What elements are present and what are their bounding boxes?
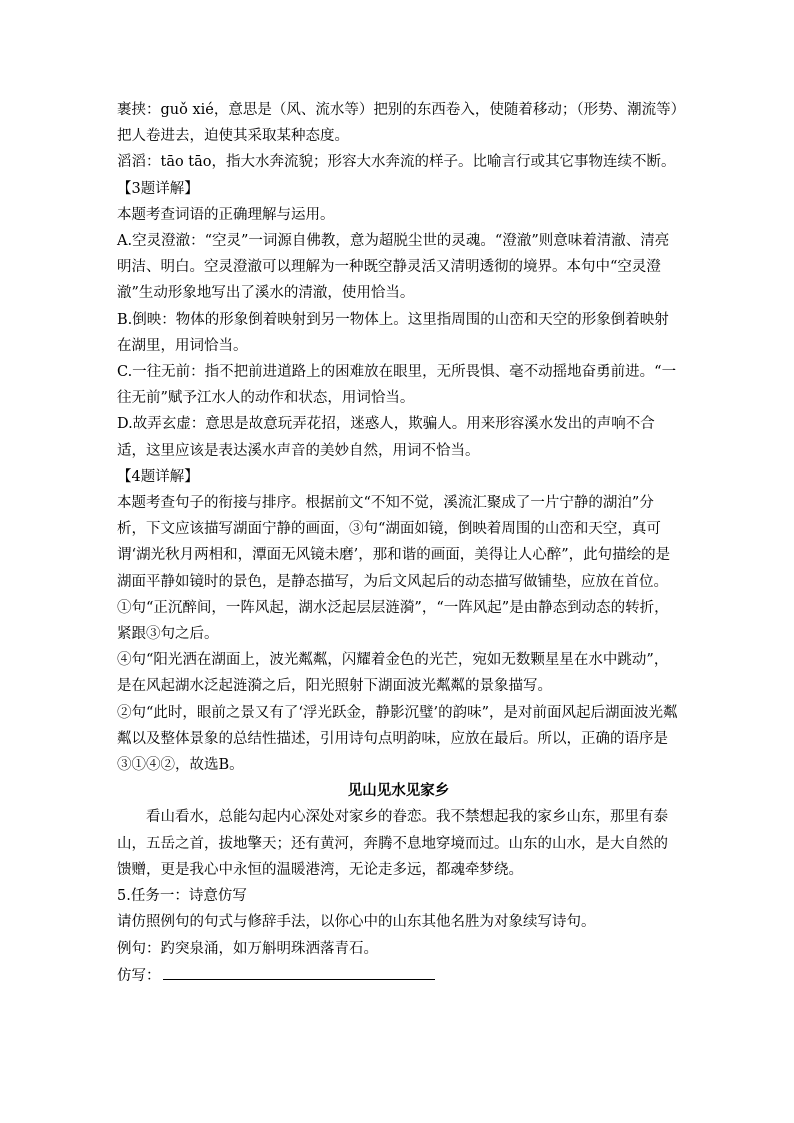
q3-option-a: A.空灵澄澈：“空灵”一词源自佛教，意为超脱尘世的灵魂。“澄澈”则意味着清澈、清亮明洁、明白。空灵澄澈可以理解为一种既空静灵活又清明透彻的境界。本句中“空灵澄澈”生动形象地写出了溪水的清澈，使用恰当。 (117, 233, 670, 302)
q4-analysis: 本题考查句子的衔接与排序。根据前文“不知不觉，溪流汇聚成了一片宁静的湖泊”分析，下文应该描写湖面宁静的画面，③句“湖面如镜，倒映着周围的山峦和天空，真可谓‘湖光秋月两相和，潭面无风镜未磨’，那和谐的画面，美得让人心醉”，此句描绘的是湖面平静如镜时的景色，是静态描写，为后文风起后的动态描写做铺垫，应放在首位。 (117, 495, 671, 590)
intro-paragraph: 看山看水，总能勾起内心深处对家乡的眷恋。我不禁想起我的家乡山东，那里有泰山，五岳之首，拔地擎天；还有黄河，奔腾不息地穿境而过。山东的山水，是大自然的馈赠，更是我心中永恒的温暖港湾，无论走多远，都魂牵梦绕。 (117, 809, 668, 878)
definition-taotao: 滔滔：tāo tāo，指大水奔流貌；形容大水奔流的样子。比喻言行或其它事物连续不断。 (117, 154, 676, 171)
answer-row (117, 962, 680, 989)
q3-option-b: B.倒映：物体的形象倒着映射到另一物体上。这里指周围的山峦和天空的形象倒着映射在湖里，用词恰当。 (117, 311, 669, 354)
task-example: 例句：趵突泉涌，如万斛明珠洒落青石。 (117, 940, 378, 957)
q4-sentence-2: ②句“此时，眼前之景又有了‘浮光跃金，静影沉璧’的韵味”，是对前面风起后湖面波光粼粼以及整体景象的总结性描述，引用诗句点明韵味，应放在最后。所以，正确的语序是③①④②，故选B。 (117, 704, 678, 774)
q4-heading: 【4题详解】 (117, 468, 199, 485)
answer-blank-line[interactable] (163, 962, 435, 980)
definition-guoxie: 裹挟：guǒ xié，意思是（风、流水等）把别的东西卷入，使随着移动；（形势、潮流等）把人卷进去，迫使其采取某种态度。 (117, 102, 678, 145)
document-body (117, 97, 680, 989)
q3-heading: 【3题详解】 (117, 180, 199, 197)
q3-option-d: D.故弄玄虚：意思是故意玩弄花招，迷惑人，欺骗人。用来形容溪水发出的声响不合适，这里应该是表达溪水声音的美妙自然，用词不恰当。 (117, 416, 655, 459)
q3-option-c: C.一往无前：指不把前进道路上的困难放在眼里，无所畏惧、毫不动摇地奋勇前进。“一往无前”赋予江水人的动作和状态，用词恰当。 (117, 364, 677, 407)
answer-label: 仿写： (117, 967, 161, 984)
q3-intro: 本题考查词语的正确理解与运用。 (117, 206, 335, 223)
q4-sentence-1: ①句“正沉醉间，一阵风起，湖水泛起层层涟漪”，“一阵风起”是由静态到动态的转折，紧跟③句之后。 (117, 599, 669, 643)
task-instruction: 请仿照例句的句式与修辞手法，以你心中的山东其他名胜为对象续写诗句。 (117, 914, 596, 931)
section-title: 见山见水见家乡 (347, 782, 450, 800)
task-heading: 5.任务一：诗意仿写 (117, 888, 247, 905)
q4-sentence-4: ④句“阳光洒在湖面上，波光粼粼，闪耀着金色的光芒，宛如无数颗星星在水中跳动”，是在风起湖水泛起涟漪之后，阳光照射下湖面波光粼粼的景象描写。 (117, 652, 669, 695)
